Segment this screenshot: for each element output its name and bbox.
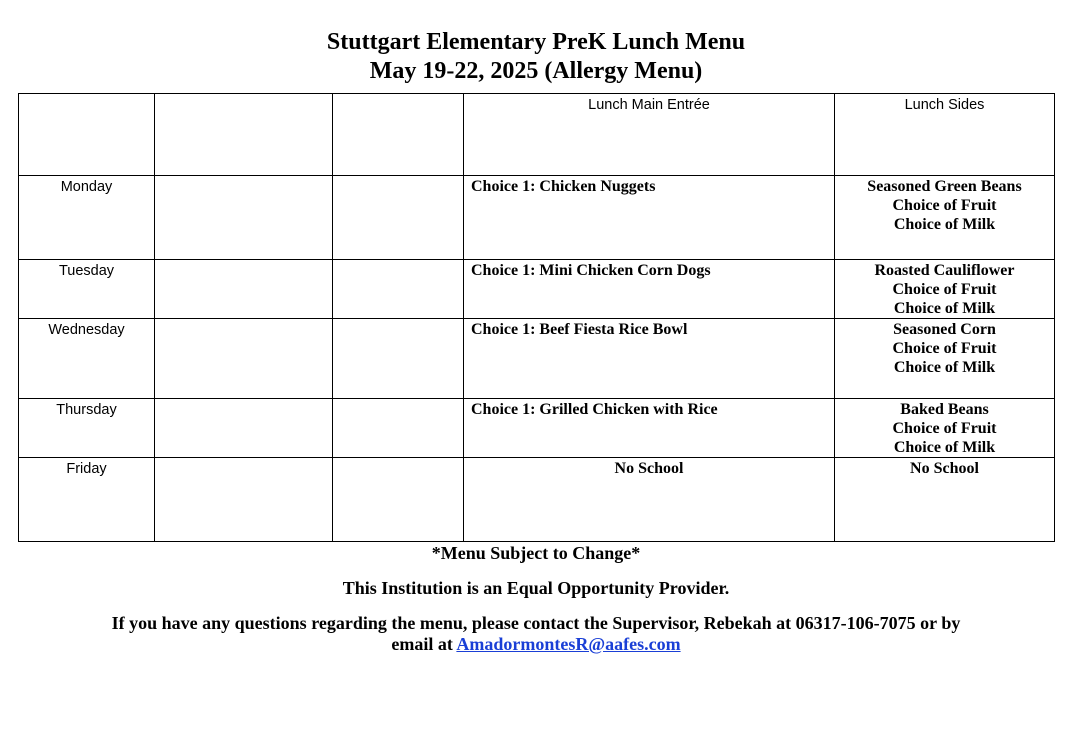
sides-cell (835, 319, 1055, 399)
table-row (19, 399, 1055, 458)
day-cell: Friday (19, 458, 155, 542)
day-cell: Tuesday (19, 260, 155, 319)
header-cell-sides: Lunch Sides (835, 94, 1055, 176)
title-line-2: May 19-22, 2025 (Allergy Menu) (369, 58, 703, 84)
sides-cell (835, 399, 1055, 458)
sides-cell (835, 176, 1055, 260)
day-cell: Monday (19, 176, 155, 260)
contact-info (0, 613, 1072, 655)
empty-cell (333, 176, 464, 260)
contact-line-1: If you have any questions regarding the menu, please contact the Supervisor, Rebekah at 06317-106-7075 or by (111, 613, 961, 633)
side-item: Choice of Fruit (892, 340, 997, 357)
side-item: Baked Beans (900, 401, 989, 418)
table-row (19, 260, 1055, 319)
side-item: Choice of Milk (893, 359, 996, 376)
entree-cell: Choice 1: Beef Fiesta Rice Bowl (464, 319, 835, 399)
empty-cell (155, 260, 333, 319)
entree-cell: Choice 1: Chicken Nuggets (464, 176, 835, 260)
side-item: Seasoned Corn (893, 321, 996, 338)
header-cell-entree: Lunch Main Entrée (464, 94, 835, 176)
header-cell-empty (333, 94, 464, 176)
side-item: Choice of Milk (893, 439, 996, 456)
entree-cell: Choice 1: Grilled Chicken with Rice (464, 399, 835, 458)
table-header-row (19, 94, 1055, 176)
side-item: No School (910, 460, 979, 477)
header-cell-day (19, 94, 155, 176)
empty-cell (333, 458, 464, 542)
empty-cell (155, 319, 333, 399)
menu-title (0, 28, 1072, 86)
empty-cell (333, 319, 464, 399)
entree-cell: No School (464, 458, 835, 542)
side-item: Choice of Fruit (892, 281, 997, 298)
side-item: Choice of Milk (893, 300, 996, 317)
sides-cell (835, 260, 1055, 319)
entree-cell: Choice 1: Mini Chicken Corn Dogs (464, 260, 835, 319)
menu-disclaimer: *Menu Subject to Change* (431, 543, 641, 563)
empty-cell (155, 399, 333, 458)
header-cell-empty (155, 94, 333, 176)
sides-cell (835, 458, 1055, 542)
side-item: Choice of Milk (893, 216, 996, 233)
empty-cell (333, 260, 464, 319)
empty-cell (155, 458, 333, 542)
table-row (19, 176, 1055, 260)
lunch-menu-table (18, 93, 1055, 542)
email-link[interactable]: AmadormontesR@aafes.com (456, 634, 681, 654)
empty-cell (333, 399, 464, 458)
side-item: Choice of Fruit (892, 197, 997, 214)
day-cell: Thursday (19, 399, 155, 458)
equal-opportunity-notice: This Institution is an Equal Opportunity Provider. (342, 578, 730, 598)
empty-cell (155, 176, 333, 260)
side-item: Choice of Fruit (892, 420, 997, 437)
contact-line-2 (0, 634, 1072, 655)
day-cell: Wednesday (19, 319, 155, 399)
table-row (19, 319, 1055, 399)
side-item: Roasted Cauliflower (874, 262, 1015, 279)
table-row (19, 458, 1055, 542)
title-line-1: Stuttgart Elementary PreK Lunch Menu (326, 29, 746, 55)
side-item: Seasoned Green Beans (867, 178, 1022, 195)
email-prefix: email at (391, 634, 457, 654)
